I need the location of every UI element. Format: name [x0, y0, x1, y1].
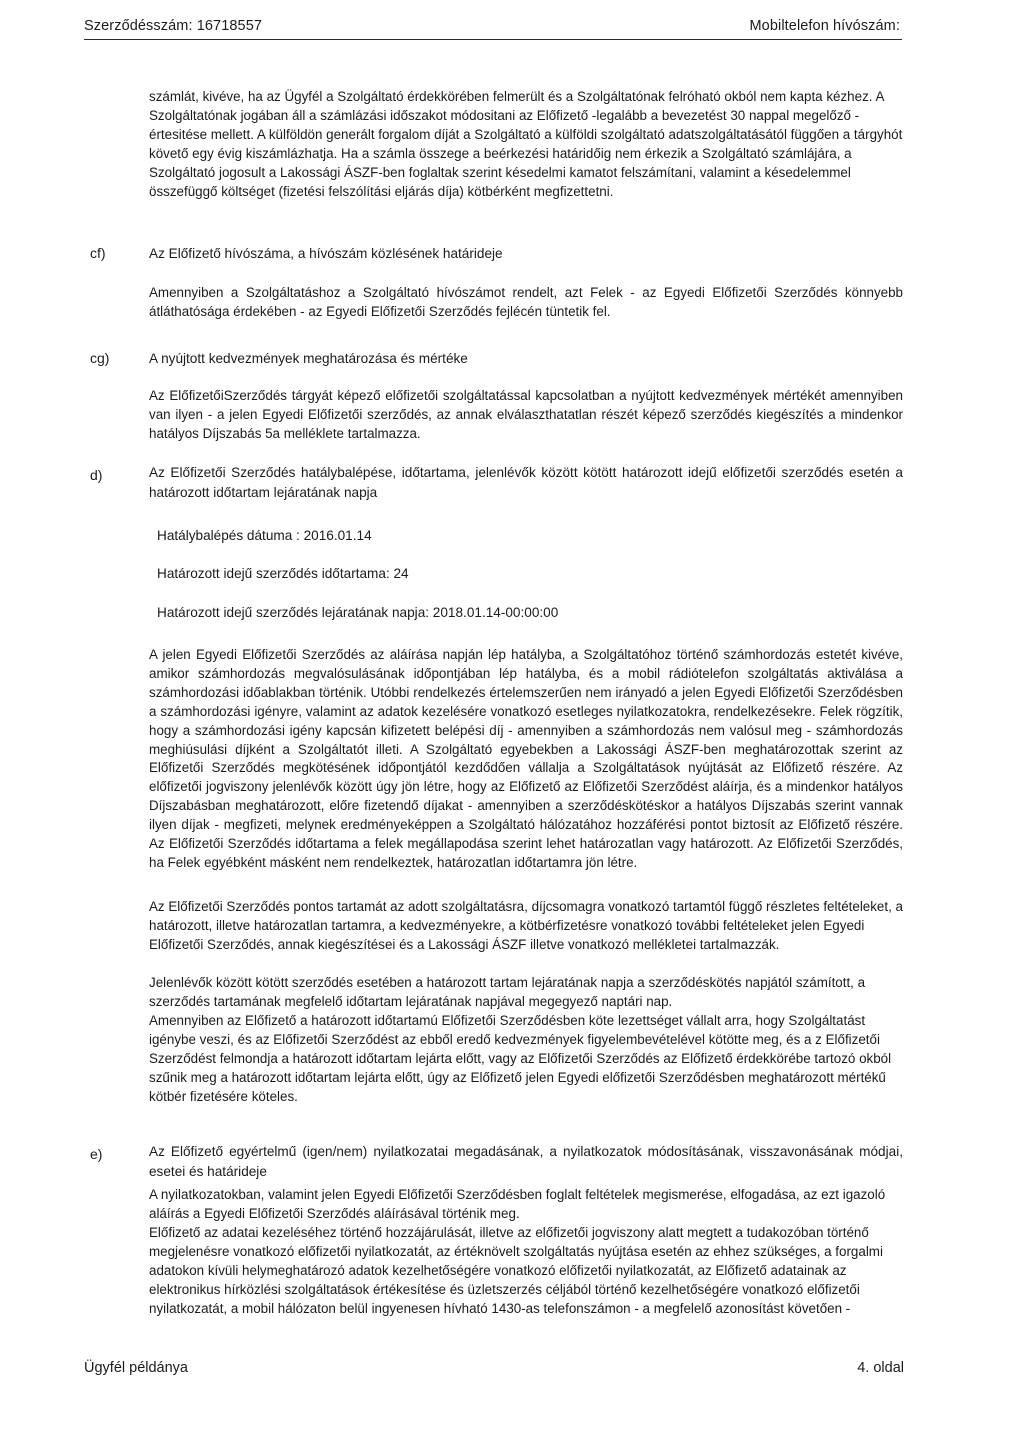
section-body-cf: Amennyiben a Szolgáltatáshoz a Szolgáltató hívószámot rendelt, azt Felek - az Egyedi Előfizetői Szerződés könnyebb átláthatósága érdekében - az Egyedi Előfizetői Szerződés fejlécén tüntetik fel.: [149, 285, 903, 319]
page-number: 4. oldal: [857, 1360, 904, 1376]
footer-copy-label: Ügyfél példánya: [84, 1360, 188, 1376]
section-body-cg: Az ElőfizetőiSzerződés tárgyát képező előfizetői szolgáltatással kapcsolatban a nyújtott kedvezmények mértékét amennyiben van ilyen - a jelen Egyedi Előfizetői szerződés, az annak elválaszthatatlan részét képező szerződés kiegészítés a mindenkor hatályos Díjszabás 5a melléklete tartalmazza.: [149, 388, 903, 441]
section-label-d: d): [90, 467, 103, 483]
section-body-e-1: A nyilatkozatokban, valamint jelen Egyedi Előfizetői Szerződésben foglalt feltételek megismerése, elfogadása, az ezt igazoló aláírás a Egyedi Előfizetői Szerződés aláírásával történik meg.: [149, 1187, 886, 1221]
section-body-e-2: Előfizető az adatai kezeléséhez történő hozzájárulását, illetve az előfizetői jogviszony alatt megtett a tudakozóban történő megjelenésre vonatkozó előfizetői nyilatkozatát, az értéknövelt szolgáltatás nyújtása esetén az ehhez szükséges, a forgalmi adatokon kívüli helymeghatározó adatok kezelhetőségére vonatkozó előfizetői nyilatkozatát, az Előfizető adatainak az elektronikus hírközlési szolgáltatások értékesítése és üzletszerzés céljából történő kezelhetőségére vonatkozó előfizetői nyilatkozatát, a mobil hálózaton belül ingyenesen hívható 1430-as telefonszámon - a megfelelő azonosítást követően -: [149, 1225, 883, 1316]
section-body-d-4: Amennyiben az Előfizető a határozott időtartamú Előfizetői Szerződésben köte lezettséget vállalt arra, hogy Szolgáltatást igénybe veszi, és az Előfizetői Szerződést az ebből eredő kedvezmények figyelembevételével kötötte meg, és a z Előfizetői Szerződést felmondja a határozott időtartam lejárta előtt, vagy az Előfizetői Szerződés az Előfizető érdekkörébe tartozó okból szűnik meg a határozott időtartam lejárta előtt, úgy az Előfizető jelen Egyedi előfizetői Szerződésben meghatározott mértékű kötbér fizetésére köteles.: [149, 1013, 892, 1104]
section-heading-d: Az Előfizetői Szerződés hatálybalépése, időtartama, jelenlévők között kötött határozott idejű előfizetői szerződés esetén a határozott időtartam lejáratának napja: [149, 465, 903, 500]
section-heading-cg: A nyújtott kedvezmények meghatározása és mértéke: [149, 351, 468, 366]
contract-number: Szerződésszám: 16718557: [84, 18, 263, 34]
section-body-d-2: Az Előfizetői Szerződés pontos tartamát az adott szolgáltatásra, díjcsomagra vonatkozó tartamtól függő részletes feltételeket, a határozott, illetve határozatlan tartamra, a kedvezményekre, a kötbérfizetésre vonatkozó további feltételeket jelen Egyedi Előfizetői Szerződés, annak kiegészítései és a Lakossági ÁSZF illetve vonatkozó mellékletei tartalmazzák.: [149, 899, 903, 952]
section-body-d-3: Jelenlévők között kötött szerződés esetében a határozott tartam lejáratának napja a szerződéskötés napjától számított, a szerződés tartamának megfelelő időtartam lejáratának napjával megegyező naptári nap.: [149, 975, 866, 1009]
section-heading-cf: Az Előfizető hívószáma, a hívószám közlésének határideje: [149, 246, 503, 261]
section-body-d-1: A jelen Egyedi Előfizetői Szerződés az aláírása napján lép hatályba, a Szolgáltatóhoz történő számhordozás estetét kivéve, amikor számhordozás megvalósulásának időpontjában lép hatályba, és a mobil rádiótelefon szolgáltatás aktiválása a számhordozási időablakban történik. Utóbbi rendelkezés értelemszerűen nem irányadó a jelen Egyedi Előfizetői Szerződésben a számhordozási igényre, valamint az adatok kezelésére vonatkozó esetleges nyilatkozatokra, rendelkezésekre. Felek rögzítik, hogy a számhordozási igény kapcsán kifizetett belépési díj - amennyiben a számhordozás nem valósul meg - számhordozás meghiúsulási díjként a Szolgáltatót illeti. A Szolgáltató egyebekben a Lakossági ÁSZF-ben meghatározottak szerint az Előfizetői Szerződés megkötésének időpontjától kezdődően vállalja a Szolgáltatások nyújtását az Előfizető részére. Az előfizetői jogviszony jelenlévők között úgy jön létre, hogy az Előfizető az Előfizetői Szerződést aláírja, és a mindenkor hatályos Díjszabásban meghatározott, előre fizetendő díjakat - amennyiben a szerződéskötéskor a hatályos Díjszabás szerint vannak ilyen díjak - megfizeti, melynek eredményeképpen a Szolgáltató hálózatához hozzáférési pontot biztosít az Előfizető részére. Az Előfizetői Szerződés időtartama a felek megállapodása szerint lehet határozatlan vagy határozott. Az Előfizetői Szerződés, ha Felek egyébként másként nem rendelkeztek, határozatlan időtartamra jön létre.: [149, 647, 903, 870]
page-header: [84, 18, 900, 38]
section-label-cf: cf): [90, 245, 106, 261]
intro-paragraph: számlát, kivéve, ha az Ügyfél a Szolgáltató érdekkörében felmerült és a Szolgáltatónak felróható okból nem kapta kézhez. A Szolgáltatónak jogában áll a számlázási időszakot módositani az Előfizető -legalább a bevezetést 30 nappal megelőző - értesitése mellett. A külföldön generált forgalom díját a Szolgáltató a külföldi szolgáltató adatszolgáltatásától függően a tárgyhót követő egy évig kiszámlázhatja. Ha a számla összege a beérkezési határidőig nem érkezik a Szolgáltató számlájára, a Szolgáltató jogosult a Lakossági ÁSZF-ben foglaltak szerint késedelmi kamatot felszámítani, valamint a késedelemmel összefüggő költséget (fizetési felszólítási eljárás díja) kötbérként megfizettetni.: [149, 89, 903, 199]
contract-duration: Határozott idejű szerződés időtartama: 24: [157, 566, 409, 581]
section-label-cg: cg): [90, 350, 110, 366]
header-divider: [84, 39, 902, 40]
section-label-e: e): [90, 1146, 103, 1162]
section-heading-e: Az Előfizető egyértelmű (igen/nem) nyilatkozatai megadásának, a nyilatkozatok módosításának, visszavonásának módjai, esetei és határideje: [149, 1144, 903, 1179]
mobile-number: Mobiltelefon hívószám:: [749, 18, 900, 34]
expiry-date: Határozott idejű szerződés lejáratának napja: 2018.01.14-00:00:00: [157, 605, 559, 620]
effective-date: Hatálybalépés dátuma : 2016.01.14: [157, 528, 372, 543]
